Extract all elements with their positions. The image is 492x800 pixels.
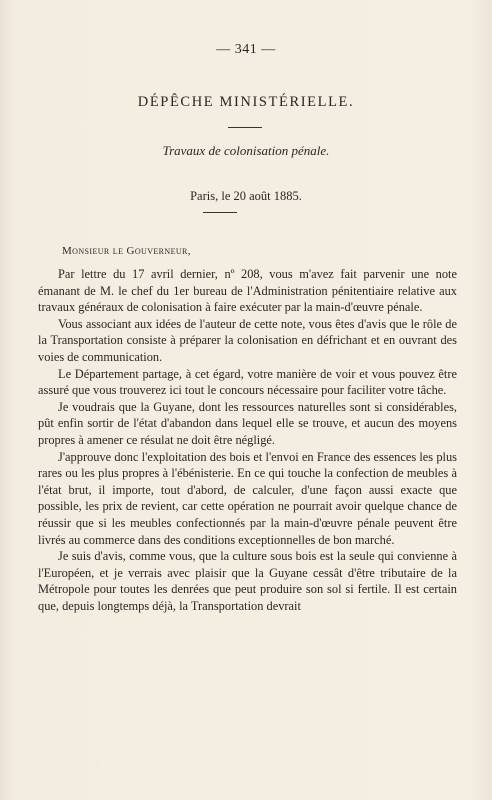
paragraph: Par lettre du 17 avril dernier, nº 208, vous m'avez fait parvenir une note émanant de M. le chef du 1er bureau de l'Administration pénitentiaire relative aux travaux généraux de colonisation à faire exécuter par la main-d'œuvre pénale. <box>38 267 457 315</box>
letter-body <box>38 266 457 614</box>
paragraph: Je voudrais que la Guyane, dont les ressources naturelles sont si considérables, pût enfin sortir de l'état d'abandon dans lequel elle se trouve, et aucun des moyens propres à amener ce résulat ne doit être négligé. <box>38 399 457 447</box>
dateline-rule <box>203 212 237 213</box>
document-subtitle: Travaux de colonisation pénale. <box>162 143 330 158</box>
dateline: Paris, le 20 août 1885. <box>190 189 302 203</box>
title-rule <box>228 127 262 128</box>
paragraph: J'approuve donc l'exploitation des bois et l'envoi en France des essences les plus rares ou les plus propres à l'ébénisterie. En ce qui touche la confection de meubles à l'état brut, il importe, tout d'abord, de calculer, d'une façon aussi exacte que possible, les prix de revient, car cette opération ne pourrait avoir quelque chance de réussir que si les meubles confectionnés par la main-d'œuvre pénale peuvent être livrés au commerce dans des conditions exceptionnelles de bon marché. <box>38 449 457 547</box>
salutation: Monsieur le Gouverneur, <box>62 245 191 257</box>
paragraph: Je suis d'avis, comme vous, que la culture sous bois est la seule qui convienne à l'Européen, et je verrais avec plaisir que la Guyane cessât d'être tributaire de la Métropole pour toutes les denrées que peut produire son sol si fertile. Il est certain que, depuis longtemps déjà, la Transportation devrait <box>38 549 457 613</box>
page-number: — 341 — <box>216 42 276 57</box>
paragraph: Le Département partage, à cet égard, votre manière de voir et vous pouvez être assuré que vous trouverez ici tout le concours nécessaire pour faciliter votre tâche. <box>38 366 457 398</box>
document-title: DÉPÊCHE MINISTÉRIELLE. <box>137 94 355 110</box>
paragraph: Vous associant aux idées de l'auteur de cette note, vous êtes d'avis que le rôle de la Transportation consiste à préparer la colonisation en défrichant et en ouvrant des voies de communication. <box>38 316 457 364</box>
